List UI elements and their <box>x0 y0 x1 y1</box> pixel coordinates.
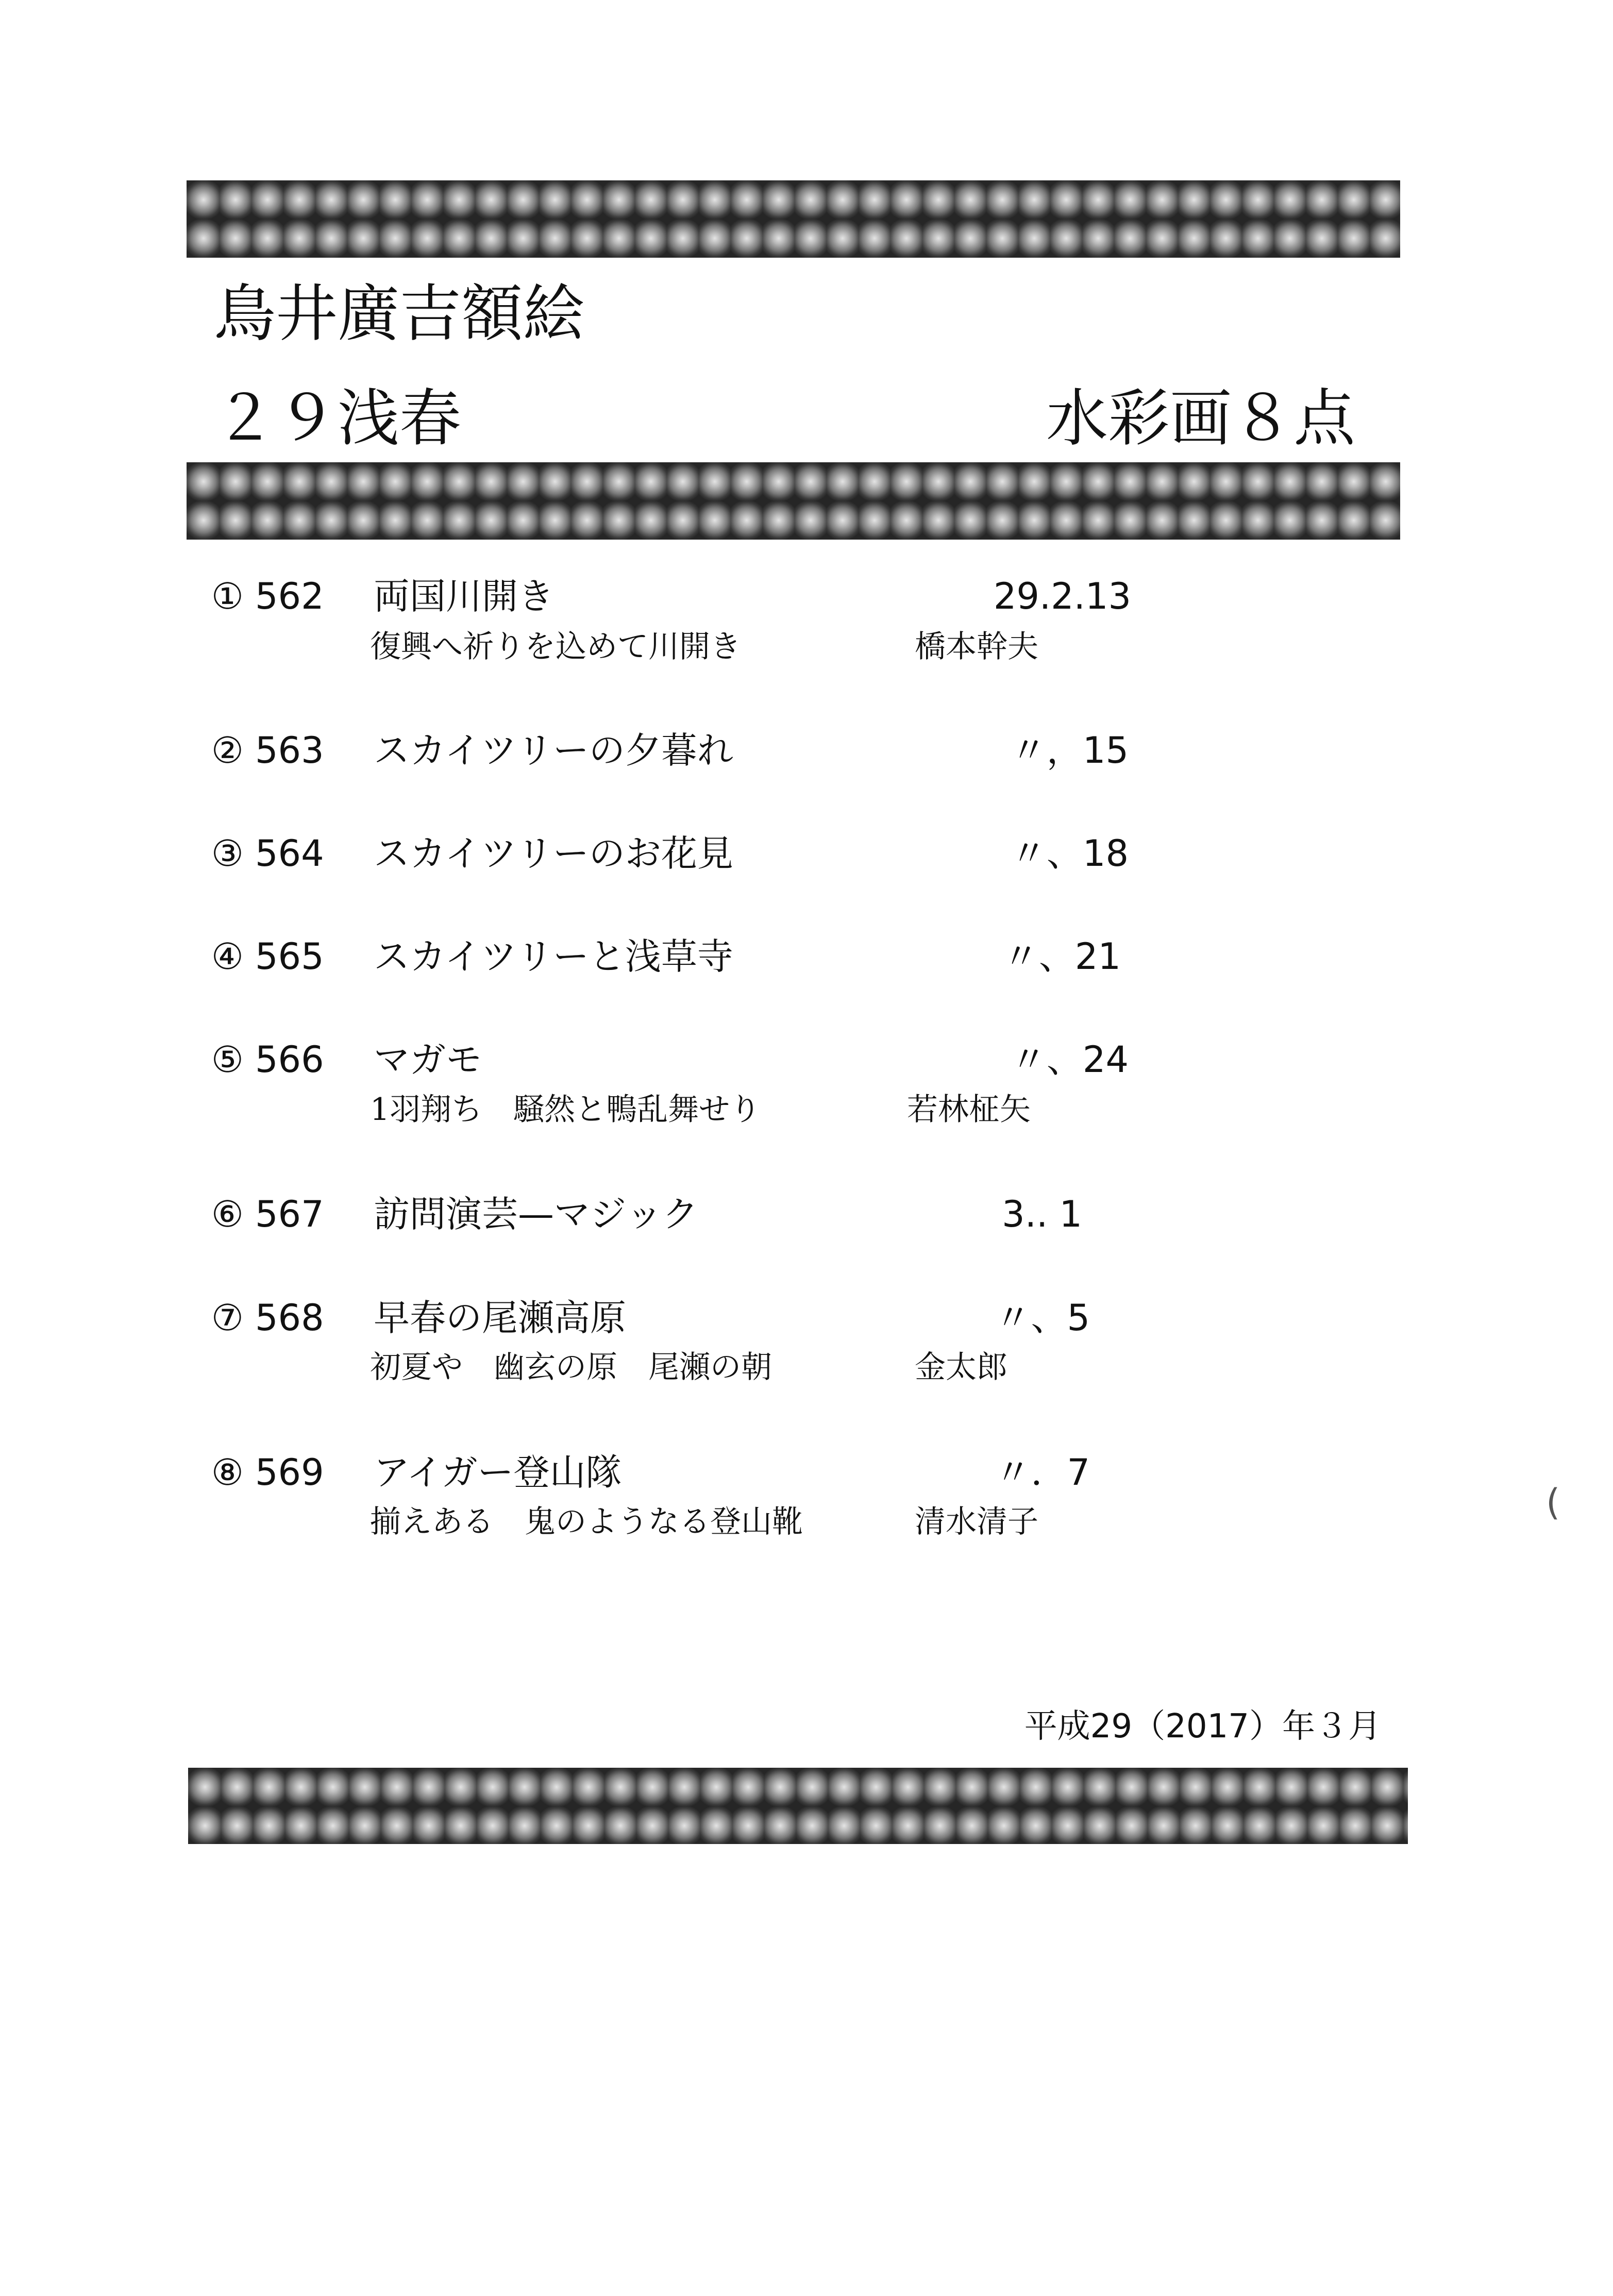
entry-haiku: 復興へ祈りを込めて川開き <box>370 629 741 665</box>
entry-date: 〃，15 <box>1010 729 1129 772</box>
entry-author: 清水清子 <box>915 1504 1038 1540</box>
entry-date: 29.2.13 <box>993 575 1131 617</box>
entry-title: スカイツリーの夕暮れ <box>374 729 733 772</box>
entry-haiku: 1羽翔ち 騒然と鴨乱舞せり <box>370 1092 761 1128</box>
entry-date: 〃．7 <box>995 1451 1090 1494</box>
entry-title: スカイツリーと浅草寺 <box>374 935 733 978</box>
entry-date: 〃、21 <box>1002 935 1121 978</box>
entry-title: アイガー登山隊 <box>374 1451 622 1494</box>
entry-number: ⑥ 567 <box>211 1193 324 1235</box>
entry-title: 訪問演芸—マジック <box>374 1193 698 1235</box>
publication-date: 平成29（2017）年３月 <box>1024 1707 1381 1746</box>
entry-author: 若林柾矢 <box>907 1092 1031 1128</box>
entry-number: ④ 565 <box>211 935 324 978</box>
entry-date: 〃、5 <box>995 1297 1090 1339</box>
series-subtitle: ２９浅春 <box>214 383 461 455</box>
decorative-bead-band-bottom <box>188 1768 1408 1844</box>
entry-date: 〃、24 <box>1010 1038 1129 1081</box>
entry-date: 3.. 1 <box>1002 1193 1082 1235</box>
entry-title: 早春の尾瀬高原 <box>374 1297 626 1339</box>
entry-number: ③ 564 <box>211 832 324 875</box>
page-title: 鳥井廣吉額絵 <box>214 278 585 350</box>
entry-title: マガモ <box>374 1038 482 1081</box>
entry-date: 〃、18 <box>1010 832 1129 875</box>
decorative-bead-band-top <box>187 180 1400 258</box>
entry-haiku: 初夏や 幽玄の原 尾瀬の朝 <box>370 1349 772 1385</box>
entry-title: スカイツリーのお花見 <box>374 832 733 875</box>
entry-number: ② 563 <box>211 729 324 772</box>
entry-number: ① 562 <box>211 575 324 617</box>
scan-mark: ( <box>1546 1481 1560 1523</box>
entry-author: 橋本幹夫 <box>915 629 1038 665</box>
entry-number: ⑤ 566 <box>211 1038 324 1081</box>
entry-title: 両国川開き <box>374 575 554 617</box>
decorative-bead-band-middle <box>187 462 1400 540</box>
entry-number: ⑧ 569 <box>211 1451 324 1494</box>
entry-number: ⑦ 568 <box>211 1297 324 1339</box>
entry-haiku: 揃えある 鬼のようなる登山靴 <box>370 1504 803 1540</box>
painting-count: 水彩画８点 <box>1046 383 1355 455</box>
entry-author: 金太郎 <box>915 1349 1007 1385</box>
